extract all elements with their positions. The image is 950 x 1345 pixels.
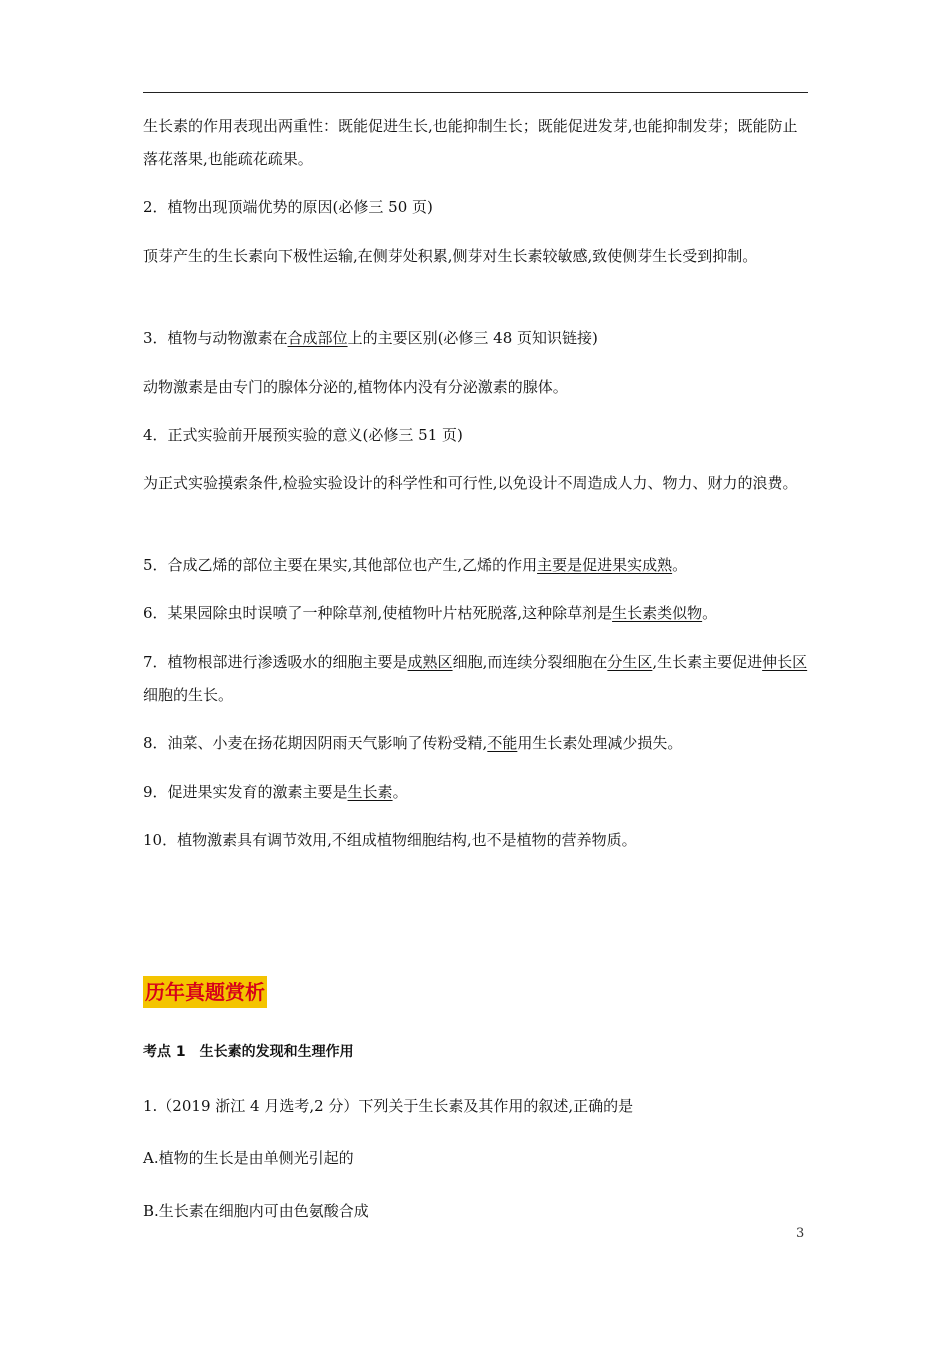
q7-underlined-2: 分生区: [607, 653, 653, 671]
q4-title: 4．正式实验前开展预实验的意义(必修三 51 页): [143, 426, 463, 444]
q6-underlined: 生长素类似物: [612, 604, 703, 622]
q7-part-b: 细胞,而连续分裂细胞在: [452, 653, 608, 671]
q3-underlined: 合成部位: [287, 329, 348, 347]
q9-item: [143, 776, 808, 809]
q7-part-c: ,生长素主要促进: [652, 653, 763, 671]
q5-post: 。: [672, 556, 688, 574]
q2-title: 2．植物出现顶端优势的原因(必修三 50 页): [143, 198, 433, 216]
q8-item: [143, 727, 808, 760]
option-a: A.植物的生长是由单侧光引起的: [143, 1149, 354, 1167]
q3-pre: 3．植物与动物激素在: [143, 329, 288, 347]
q8-post: 用生长素处理减少损失。: [517, 734, 683, 752]
q7-part-d: 细胞的生长。: [143, 686, 234, 704]
q8-pre: 8．油菜、小麦在扬花期因阴雨天气影响了传粉受精,: [143, 734, 488, 752]
q6-item: [143, 597, 808, 630]
q6-post: 。: [702, 604, 718, 622]
header-rule: [143, 92, 808, 93]
option-b: B.生长素在细胞内可由色氨酸合成: [143, 1202, 369, 1220]
q9-pre: 9．促进果实发育的激素主要是: [143, 783, 348, 801]
q7-underlined-3: 伸长区: [762, 653, 808, 671]
q3-title: [143, 322, 808, 355]
q7-part-a: 7．植物根部进行渗透吸水的细胞主要是: [143, 653, 408, 671]
q3-post: 上的主要区别(必修三 48 页知识链接): [347, 329, 598, 347]
question-1: 1.（2019 浙江 4 月选考,2 分）下列关于生长素及其作用的叙述,正确的是: [143, 1097, 634, 1115]
q7-item: [143, 646, 808, 712]
q3-answer: 动物激素是由专门的腺体分泌的,植物体内没有分泌激素的腺体。: [143, 378, 568, 396]
q4-answer: 为正式实验摸索条件,检验实验设计的科学性和可行性,以免设计不周造成人力、物力、财力的浪费。: [143, 474, 798, 492]
q8-underlined: 不能: [487, 734, 518, 752]
q6-pre: 6．某果园除虫时误喷了一种除草剂,使植物叶片枯死脱落,这种除草剂是: [143, 604, 613, 622]
q5-underlined: 主要是促进果实成熟: [537, 556, 673, 574]
q9-underlined: 生长素: [347, 783, 393, 801]
q5-item: [143, 549, 808, 582]
section-title: 历年真题赏析: [143, 976, 267, 1008]
q5-pre: 5．合成乙烯的部位主要在果实,其他部位也产生,乙烯的作用: [143, 556, 538, 574]
q7-underlined-1: 成熟区: [407, 653, 453, 671]
intro-paragraph: 生长素的作用表现出两重性：既能促进生长,也能抑制生长；既能促进发芽,也能抑制发芽；既能防止落花落果,也能疏花疏果。: [143, 117, 798, 168]
q9-post: 。: [392, 783, 408, 801]
q2-answer: 顶芽产生的生长素向下极性运输,在侧芽处积累,侧芽对生长素较敏感,致使侧芽生长受到抑制。: [143, 247, 758, 265]
kaodian-heading: 考点 1 生长素的发现和生理作用: [143, 1044, 354, 1060]
page-number: 3: [796, 1226, 805, 1241]
q10-item: 10．植物激素具有调节效用,不组成植物细胞结构,也不是植物的营养物质。: [143, 831, 637, 849]
